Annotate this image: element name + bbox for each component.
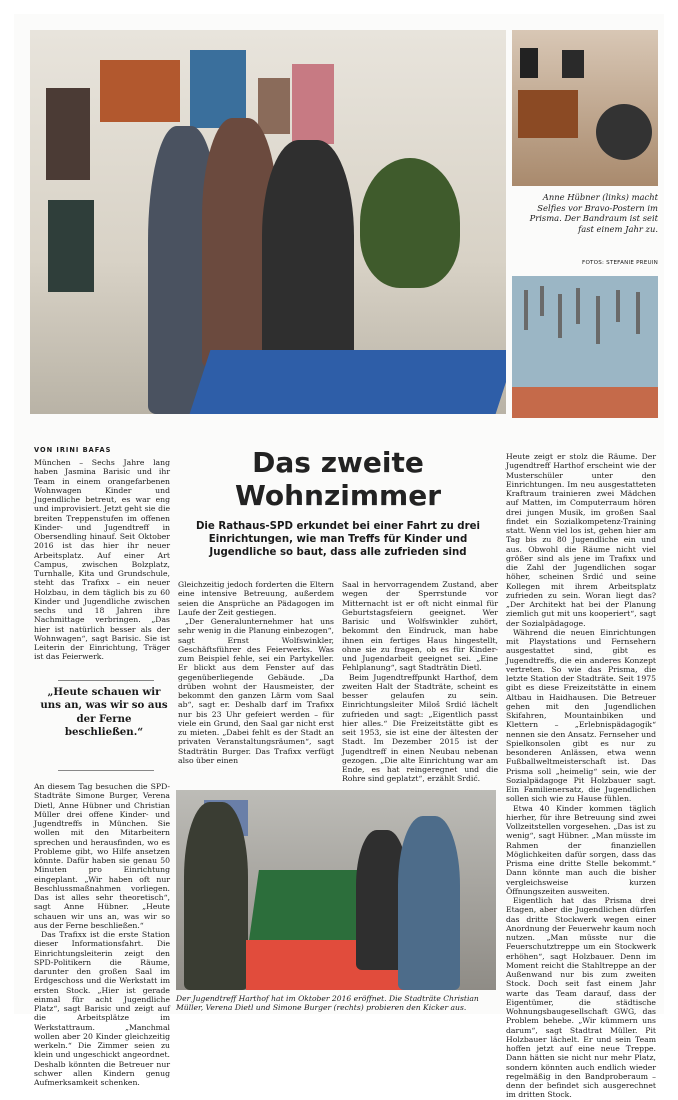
poster [258, 78, 290, 134]
tool [540, 286, 544, 316]
workshop-photo [512, 276, 658, 418]
paragraph: Heute zeigt er stolz die Räume. Der Jugendtreff Harthof erscheint wie der Musterschüler unter den Einrichtungen. Im neu ausgestatteten Kraftraum trainieren zwei Mädchen auf Matten, im Computerraum hören drei jungen Musik, im großen Saal findet ein Sozialkompetenz-Training statt. Wenn viel los ist, gehen hier am Tag bis zu 80 Jugendliche ein und aus. Obwohl die Räume nicht viel größer sind als jene im Trafixx und die Zahl der Jugendlichen sogar höher, scheinen Srdić und seine Kollegen mit ihrem Arbeitsplatz zufrieden zu sein. Woran liegt das? „Der Architekt hat bei der Planung ziemlich gut mit uns kooperiert“, sagt der Sozialpädagoge. [506, 452, 656, 628]
column-3 [342, 580, 498, 784]
pull-quote: „Heute schauen wir uns an, was wir so aus der Ferne beschließen.“ [40, 686, 168, 739]
amplifier [520, 48, 538, 78]
paragraph: München – Sechs Jahre lang haben Jasmina Barisic und ihr Team in einem orangefarbenen Wohnwagen Kinder und Jugendliche betreut, es war eng und improvisiert. Jetzt geht sie die breiten Treppenstufen im offenen Kinder- und Jugendtreff in Obersendling hinauf. Seit Oktober 2016 ist das hier ihr neuer Arbeitsplatz. Auf einer Art Campus, zwischen Bolzplatz, Turnhalle, Kita und Grundschule, steht das Trafixx – ein neuer Holzbau, in dem täglich bis zu 60 Kinder und Jugendliche zwischen sechs und 18 Jahren ihre Nachmittage verbringen. „Das hier ist natürlich besser als der Wohnwagen“, sagt Barisic. Sie ist Leiterin der Einrichtung, Träger ist das Feierwerk. [34, 458, 170, 662]
headline [176, 446, 500, 512]
poster [100, 60, 180, 122]
poster [46, 88, 90, 180]
paragraph: Gleichzeitig jedoch forderten die Eltern eine intensive Betreuung, außerdem seien die Ansprüche an Pädagogen im Laufe der Zeit gestiegen. [178, 580, 334, 617]
column-1-top [34, 458, 170, 662]
subheadline: Die Rathaus-SPD erkundet bei einer Fahrt zu drei Einrichtungen, wie man Treffs für Kinder und Jugendliche so baut, dass alle zufrieden sind [195, 521, 481, 558]
person [184, 802, 248, 990]
poster [190, 50, 246, 128]
drum-kit [596, 104, 652, 160]
main-photo [30, 30, 506, 414]
plant [360, 158, 460, 288]
paragraph: Saal in hervorragendem Zustand, aber wegen der Sperrstunde vor Mitternacht ist er oft nicht einmal für Geburtstagsfeiern geeignet. Wer Barisic und Wolfswinkler zuhört, bekommt den Eindruck, man habe ihnen ein fertiges Haus hingestellt, ohne sie zu fragen, ob es für Kinder- und Jugendarbeit geeignet sei. „Eine Fehlplanung“, sagt Stadträtin Dietl. [342, 580, 498, 673]
headline-line-1: Das zweite [252, 446, 424, 479]
paragraph: Eigentlich hat das Prisma drei Etagen, aber die Jugendlichen dürfen das dritte Stockwerk wegen einer Anordnung der Feuerwehr kaum noch nutzen. „Man müsste nur die Feuerschutztreppe um ein Stockwerk erhöhen“, sagt Holzbauer. Denn im Moment reicht die Stahltreppe an der Außenwand nur bis zum zweiten Stock. Doch seit fast einem Jahr warte das Team darauf, dass der Eigentümer, die städtische Wohnungsbaugesellschaft GWG, das Problem behebe. „Wir kümmern uns darum“, sagt Stadtrat Müller. Pit Holzbauer lächelt. Er und sein Team hoffen jetzt auf eine neue Treppe. Dann hätten sie nicht nur mehr Platz, sondern könnten auch endlich wieder regelmäßig in den Bandproberaum – denn der befindet sich ausgerechnet im dritten Stock. [506, 896, 656, 1100]
tool [576, 288, 580, 324]
bandroom-photo [512, 30, 658, 186]
headline-line-2: Wohnzimmer [234, 479, 442, 512]
caption-bandroom: Anne Hübner (links) macht Selfies vor Bravo-Postern im Prisma. Der Bandraum ist seit fast einem Jahr zu. [529, 192, 658, 234]
poster [292, 64, 334, 144]
person [398, 816, 460, 990]
paragraph: An diesem Tag besuchen die SPD-Stadträte Simone Burger, Verena Dietl, Anne Hübner und Christian Müller drei offene Kinder- und Jugendtreffs in München. Sie wollen mit den Mitarbeitern sprechen und herausfinden, wo es Probleme gibt, wo Hilfe ansetzen könnte. Dafür haben sie genau 50 Minuten pro Einrichtung eingeplant. „Wir haben oft nur Beschlussmaßnahmen vorliegen. Das ist alles sehr theoretisch“, sagt Anne Hübner. „Heute schauen wir uns an, was wir so aus der Ferne beschließen.“ [34, 782, 170, 930]
divider [58, 770, 154, 771]
byline: VON IRINI BAFAS [34, 446, 112, 454]
tool [524, 290, 528, 330]
table-tennis-table [190, 350, 506, 414]
photo-credit: FOTOS: STEFANIE PREUIN [582, 260, 658, 266]
tool [558, 294, 562, 338]
caption-foosball: Der Jugendtreff Harthof hat im Oktober 2016 eröffnet. Die Stadträte Christian Müller, Verena Dietl und Simone Burger (rechts) probieren den Kicker aus. [176, 994, 479, 1013]
foosball-photo [176, 790, 496, 990]
amplifier [562, 50, 584, 78]
person [262, 140, 354, 380]
paragraph: Etwa 40 Kinder kommen täglich hierher, für ihre Betreuung sind zwei Vollzeitstellen vorgesehen. „Das ist zu wenig“, sagt Hübner. „Man müsste im Rahmen der finanziellen Möglichkeiten dafür sorgen, dass das Prisma eine dritte Stelle bekommt.“ Dann könnte man auch die bisher vergleichsweise kurzen Öffnungszeiten ausweiten. [506, 803, 656, 896]
paragraph: Beim Jugendtreffpunkt Harthof, dem zweiten Halt der Stadträte, scheint es besser gelaufen zu sein. Einrichtungsleiter Miloš Srdić lächelt zufrieden und sagt: „Eigentlich passt hier alles.“ Die Freizeitstätte gibt es seit 1953, sie ist eine der ältesten der Stadt. Im Dezember 2015 ist der Jugendtreff in einen Neubau nebenan gezogen. „Die alte Einrichtung war am Ende, es hat reingeregnet und die Rohre sind geplatzt“, erzählt Srdić. [342, 672, 498, 784]
poster [48, 200, 94, 292]
paragraph: „Der Generalunternehmer hat uns sehr wenig in die Planung einbezogen“, sagt Ernst Wolfswinkler, Geschäftsführer des Feierwerks. Was zum Beispiel fehle, sei ein Partykeller. Er blickt aus dem Fenster auf das gegenüberliegende Gebäude. „Da drüben wohnt der Hausmeister, der bekommt den ganzen Lärm vom Saal ab“, sagt er. Deshalb darf im Trafixx nur bis 23 Uhr gefeiert werden – für viele ein Grund, den Saal gar nicht erst zu mieten. „Dabei fehlt es der Stadt an privaten Veranstaltungsräumen“, sagt Stadträtin Burger. Das Trafixx verfügt also über einen [178, 617, 334, 765]
column-1-bottom [34, 782, 170, 1087]
column-2 [178, 580, 334, 765]
divider [58, 680, 154, 681]
tool [636, 292, 640, 334]
column-4 [506, 452, 656, 1100]
tool [596, 296, 600, 344]
piano [518, 90, 578, 138]
paragraph: Das Trafixx ist die erste Station dieser Informationsfahrt. Die Einrichtungsleiterin zeigt den SPD-Politikern die Räume, darunter den großen Saal im Erdgeschoss und die Werkstatt im ersten Stock. „Hier ist gerade einmal für acht Jugendliche Platz“, sagt Barisic und zeigt auf die Arbeitsplätze im Werkstattraum. „Manchmal wollen aber 20 Kinder gleichzeitig werkeln.“ Die Zimmer seien zu klein und ungeschickt angeordnet. Deshalb könnten die Betreuer nur schwer allen Kindern genug Aufmerksamkeit schenken. [34, 930, 170, 1087]
paragraph: Während die neuen Einrichtungen mit Playstations und Fernsehern ausgestattet sind, gibt es Jugendtreffs, die ein anderes Konzept vertreten. So wie das Prisma, die letzte Station der Stadträte. Seit 1975 gibt es diese Freizeitstätte in einem Altbau in Haidhausen. Die Betreuer gehen mit den Jugendlichen Skifahren, Mountainbiken und Klettern – „Erlebnispädagogik“ nennen sie den Ansatz. Fernseher und Spielkonsolen gibt es nur zu besonderen Anlässen, etwa wenn Fußballweltmeisterschaft ist. Das Prisma soll „heimelig“ sein, wie der Sozialpädagoge Pit Holzbauer sagt. Ein Familienersatz, die Jugendlichen sollen sich wie zu Hause fühlen. [506, 627, 656, 804]
tool [616, 290, 620, 322]
